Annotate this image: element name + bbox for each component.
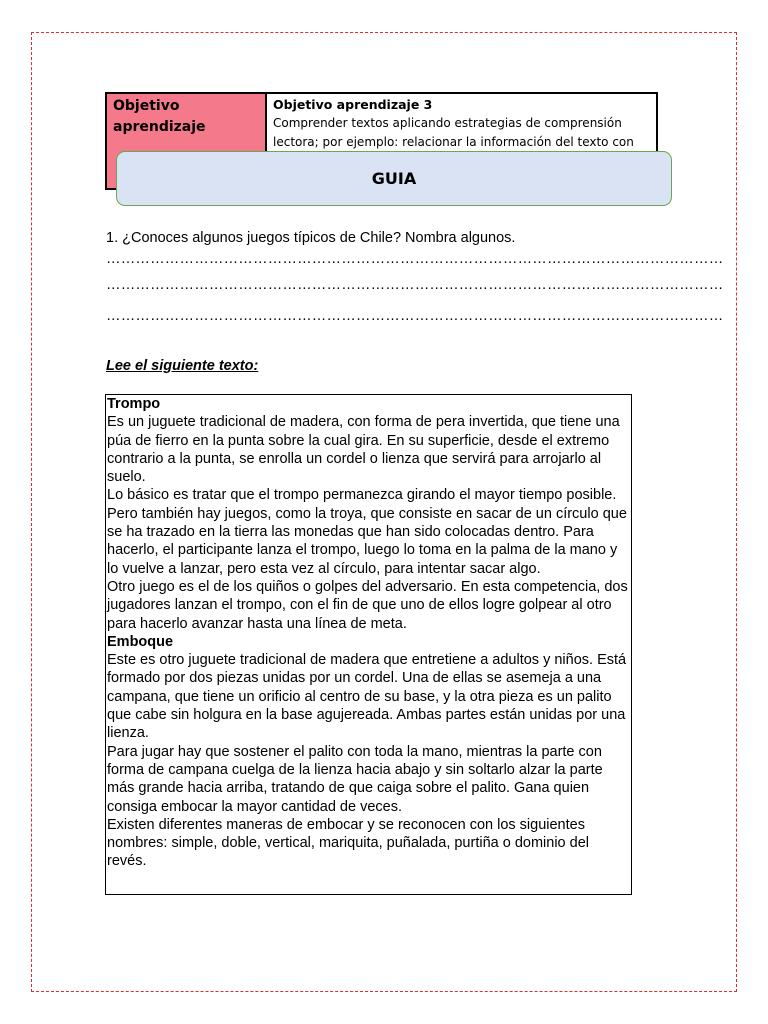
answer-line-2[interactable]: ……………………………………………………………………………………………………………… — [106, 277, 724, 293]
objective-label: Objetivo aprendizaje — [107, 94, 267, 188]
reading-text-box — [105, 394, 632, 895]
objective-title: Objetivo aprendizaje 3 — [273, 97, 433, 112]
paragraph: Este es otro juguete tradicional de madera que entretiene a adultos y niños. Está formado por dos piezas unidas por un cordel. Una de ellas se asemeja a una campana, que tiene un orificio al centro de su base, y la otra pieza es un palito que cabe sin holgura en la base agujereada. Ambas partes están unidas por una lienza. — [107, 652, 627, 742]
guia-banner — [116, 151, 672, 206]
answer-line-3[interactable]: ……………………………………………………………………………………………………………… — [106, 308, 724, 324]
paragraph: Otro juego es el de los quiños o golpes del adversario. En esta competencia, dos jugadores lanzan el trompo, con el fin de que uno de ellos logre golpear al otro para hacerlo avanzar hasta una línea de meta. — [107, 578, 628, 632]
paragraph: Es un juguete tradicional de madera, con forma de pera invertida, que tiene una púa de fierro en la punta sobre la cual gira. En su superficie, desde el extremo contrario a la punta, se enrolla un cordel o lienza que servirá para arrojarlo al suelo. — [107, 414, 620, 486]
objective-description: Comprender textos aplicando estrategias de comprensión lectora; por ejemplo: relacionar la información del texto con — [273, 116, 634, 149]
answer-line-1[interactable]: ……………………………………………………………………………………………………………… — [106, 251, 724, 267]
paragraph: Existen diferentes maneras de embocar y se reconocen con los siguientes nombres: simple, doble, vertical, mariquita, puñalada, purtiña o dominio del revés. — [107, 816, 589, 870]
reading-heading: Lee el siguiente texto: — [106, 358, 259, 374]
guia-title: GUIA — [371, 169, 417, 188]
section-title-emboque: Emboque — [107, 633, 174, 650]
section-title-trompo: Trompo — [107, 396, 161, 412]
paragraph: Lo básico es tratar que el trompo permanezca girando el mayor tiempo posible. Pero también hay juegos, como la troya, que consiste en sacar de un círculo que se ha trazado en la tierra las monedas que han sido colocadas dentro. Para hacerlo, el participante lanza el trompo, luego lo toma en la palma de la mano y lo vuelve a lanzar, pero esta vez al círculo, para intentar sacar algo. — [107, 487, 627, 577]
paragraph: Para jugar hay que sostener el palito con toda la mano, mientras la parte con forma de campana cuelga de la lienza hacia abajo y sin soltarlo alzar la parte más grande hacia arriba, tratando de que caiga sobre el palito. Gana quien consiga embocar la mayor cantidad de veces. — [107, 743, 603, 815]
question-1: 1. ¿Conoces algunos juegos típicos de Chile? Nombra algunos. — [106, 230, 516, 246]
